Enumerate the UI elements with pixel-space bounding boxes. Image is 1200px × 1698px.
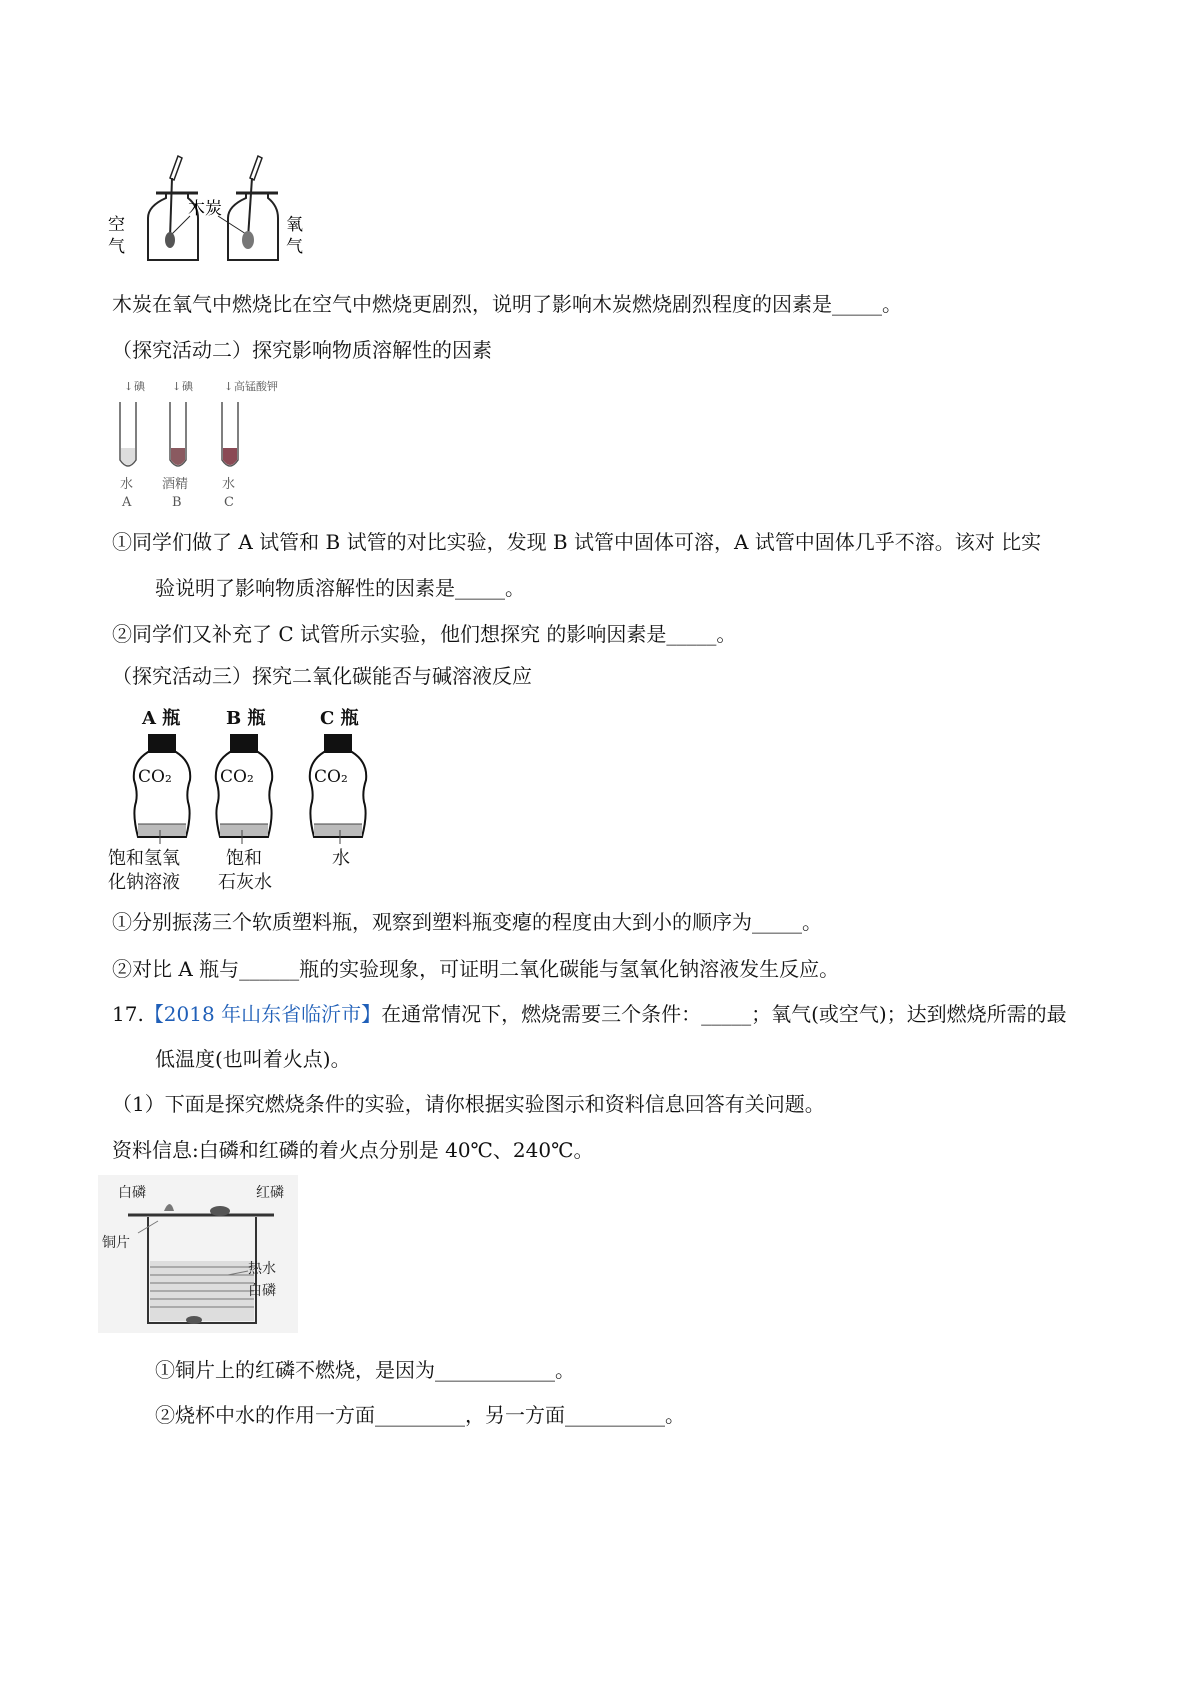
svg-text:↓: ↓ [172, 380, 182, 393]
red-phosphorus-label: 红磷 [256, 1185, 284, 1201]
bottle-a-label: A 瓶 [142, 708, 181, 729]
question-2-1-line-2: 验说明了影响物质溶解性的因素是_____。 [155, 576, 525, 600]
copper-sheet-label: 铜片 [102, 1235, 130, 1251]
question-17-continuation: 低温度(也叫着火点)。 [155, 1047, 351, 1071]
bottle-a-gas: CO₂ [138, 767, 172, 787]
question-17-source-tag: 【2018 年山东省临沂市】 [143, 1002, 382, 1026]
question-17-sub-b: ②烧杯中水的作用一方面_________，另一方面__________。 [155, 1403, 685, 1427]
tube-b-letter: B [172, 495, 182, 510]
question-17-sub-a: ①铜片上的红磷不燃烧，是因为____________。 [155, 1358, 575, 1382]
svg-text:↓: ↓ [224, 380, 234, 393]
svg-text:↓: ↓ [124, 380, 134, 393]
tube-b-liquid: 酒精 [162, 477, 189, 492]
bottle-a-liquid-2: 化钠溶液 [108, 872, 180, 893]
activity-two-heading: （探究活动二）探究影响物质溶解性的因素 [112, 338, 492, 362]
question-17-number: 17. [112, 1002, 144, 1026]
question-2-1-line-1: ①同学们做了 A 试管和 B 试管的对比实验，发现 B 试管中固体可溶，A 试管中固体几乎不溶。该对 比实 [112, 530, 1042, 554]
fig1-left-label-1: 空 [108, 215, 125, 235]
bottle-a-liquid-1: 饱和氢氧 [108, 848, 180, 869]
bottle-c-liquid: 水 [332, 848, 350, 869]
paragraph-charcoal: 木炭在氧气中燃烧比在空气中燃烧更剧烈，说明了影响木炭燃烧剧烈程度的因素是_____。 [112, 292, 902, 316]
fig1-left-label-2: 气 [108, 237, 125, 257]
fig1-right-label-2: 气 [286, 237, 303, 257]
question-3-1: ①分别振荡三个软质塑料瓶，观察到塑料瓶变瘪的程度由大到小的顺序为_____。 [112, 910, 822, 934]
fig1-charcoal-label: 木炭 [188, 199, 222, 219]
bottle-b-liquid-2: 石灰水 [218, 872, 272, 893]
charcoal-combustion-figure [108, 148, 308, 268]
tube-c-solute: 高锰酸钾 [234, 380, 278, 393]
bottle-c-label: C 瓶 [320, 708, 359, 729]
question-2-2: ②同学们又补充了 C 试管所示实验，他们想探究 的影响因素是_____。 [112, 622, 737, 646]
white-phosphorus-top-label: 白磷 [118, 1185, 146, 1201]
co2-bottles-figure [108, 702, 378, 897]
bottle-b-liquid-1: 饱和 [226, 848, 262, 869]
tube-c-liquid: 水 [222, 477, 236, 492]
question-3-2: ②对比 A 瓶与______瓶的实验现象，可证明二氧化碳能与氢氧化钠溶液发生反应。 [112, 957, 840, 981]
tube-a-liquid: 水 [120, 477, 134, 492]
tube-c-letter: C [224, 495, 234, 510]
bottle-b-label: B 瓶 [226, 708, 266, 729]
white-phosphorus-bottom-label: 白磷 [248, 1283, 276, 1299]
activity-three-heading: （探究活动三）探究二氧化碳能否与碱溶液反应 [112, 664, 532, 688]
tube-b-solute: 碘 [182, 380, 193, 393]
bottle-c-gas: CO₂ [314, 767, 348, 787]
question-17-text: 在通常情况下，燃烧需要三个条件：_____；氧气(或空气)；达到燃烧所需的最 [381, 1002, 1067, 1026]
hot-water-label: 热水 [248, 1261, 276, 1277]
bottle-b-gas: CO₂ [220, 767, 254, 787]
question-17 [112, 1000, 1067, 1028]
tube-a-letter: A [122, 495, 132, 510]
tube-a-solute: 碘 [134, 380, 145, 393]
question-17-part-1: （1）下面是探究燃烧条件的实验，请你根据实验图示和资料信息回答有关问题。 [112, 1092, 825, 1116]
fig1-right-label-1: 氧 [286, 215, 303, 235]
phosphorus-combustion-figure [98, 1175, 298, 1333]
info-line: 资料信息:白磷和红磷的着火点分别是 40℃、240℃。 [112, 1138, 594, 1162]
test-tube-figure [112, 378, 312, 513]
